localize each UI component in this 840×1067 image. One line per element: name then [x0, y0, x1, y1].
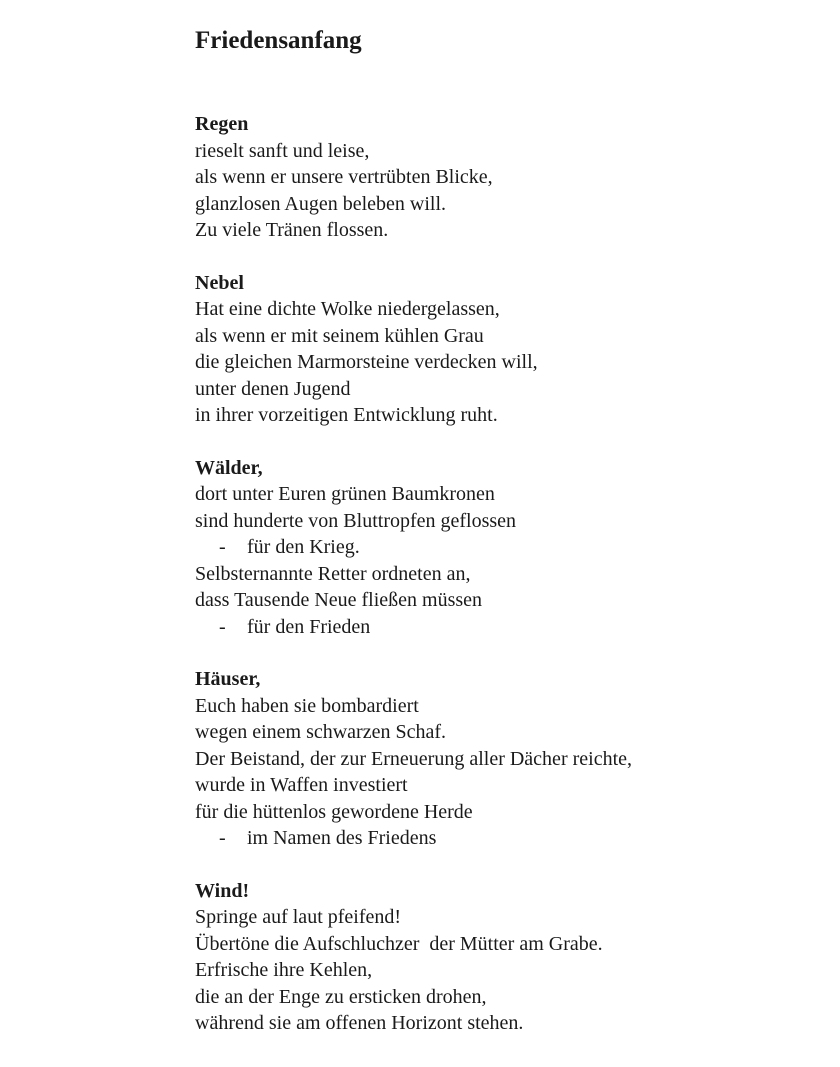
poem-line: wurde in Waffen investiert: [195, 774, 408, 796]
dash-mark: -: [219, 615, 226, 638]
poem-line: Euch haben sie bombardiert: [195, 694, 419, 717]
poem-line: Erfrische ihre Kehlen,: [195, 959, 373, 981]
poem-line: die an der Enge zu ersticken drohen,: [195, 985, 487, 1008]
poem-line: Zu viele Tränen flossen.: [195, 219, 389, 241]
stanza-heading: Häuser,: [195, 668, 261, 690]
poem-line-text: für den Krieg.: [247, 536, 360, 558]
poem-line-text: für den Frieden: [247, 615, 371, 638]
poem-line: sind hunderte von Bluttropfen geflossen: [195, 509, 517, 532]
stanza-heading: Wind!: [195, 879, 250, 902]
poem-line: während sie am offenen Horizont stehen.: [195, 1012, 524, 1034]
stanza-nebel: [195, 270, 815, 429]
stanza-heading: Wälder,: [195, 456, 263, 479]
poem-line: dort unter Euren grünen Baumkronen: [195, 483, 495, 505]
stanza-wind: [195, 878, 815, 1037]
poem-line-indented: [195, 614, 815, 641]
poem-line-text: im Namen des Friedens: [247, 827, 437, 849]
poem-line: Selbsternannte Retter ordneten an,: [195, 562, 471, 585]
stanza-heading: Nebel: [195, 271, 244, 294]
poem-line: in ihrer vorzeitigen Entwicklung ruht.: [195, 404, 498, 426]
poem-line: Springe auf laut pfeifend!: [195, 906, 402, 928]
poem-line: Übertöne die Aufschluchzer der Mütter am Grabe.: [195, 932, 603, 955]
stanza-heading: Regen: [195, 113, 249, 135]
stanza-waelder: [195, 455, 815, 641]
poem-line: die gleichen Marmorsteine verdecken will,: [195, 351, 538, 373]
poem-line: glanzlosen Augen beleben will.: [195, 192, 447, 215]
poem-line-indented: [195, 825, 815, 852]
poem-line: dass Tausende Neue fließen müssen: [195, 589, 483, 611]
dash-mark: -: [219, 536, 226, 558]
stanza-haeuser: [195, 666, 815, 852]
stanza-regen: [195, 111, 815, 244]
dash-mark: -: [219, 827, 226, 849]
poem-line: wegen einem schwarzen Schaf.: [195, 721, 446, 743]
poem-line: unter denen Jugend: [195, 377, 351, 400]
poem-line: Der Beistand, der zur Erneuerung aller Dächer reichte,: [195, 747, 633, 770]
poem-title: Friedensanfang: [195, 27, 362, 54]
poem-line-indented: [195, 534, 815, 561]
poem-line: rieselt sanft und leise,: [195, 139, 370, 162]
poem-line: für die hüttenlos gewordene Herde: [195, 800, 473, 823]
poem-body: [195, 111, 815, 1063]
poem-line: als wenn er unsere vertrübten Blicke,: [195, 166, 493, 188]
poem-line: Hat eine dichte Wolke niedergelassen,: [195, 298, 500, 320]
poem-line: als wenn er mit seinem kühlen Grau: [195, 324, 484, 347]
